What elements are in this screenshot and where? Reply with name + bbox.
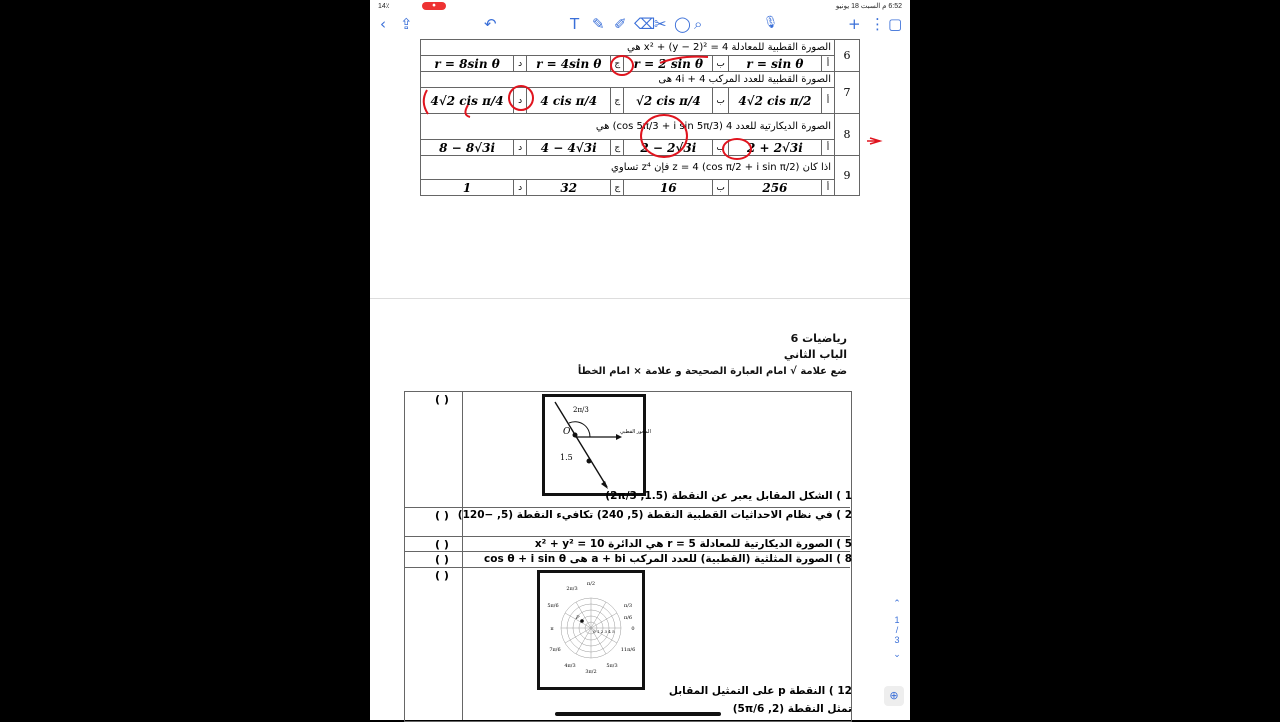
option-value: r = 2 sin θ	[624, 56, 713, 72]
option-letter: د	[514, 180, 527, 196]
option-letter: ج	[611, 180, 624, 196]
zoom-icon[interactable]: ⊕	[884, 686, 904, 706]
polar-axis-label: المحور القطبي	[620, 429, 651, 435]
statement-1: 1 ) الشكل المقابل يعبر عن النقطة (1.5, 2π/3)	[605, 490, 852, 502]
question-8-text: الصورة الديكارتية للعدد 4 (cos 5π/3 + i sin 5π/3) هي	[421, 114, 835, 140]
answer-blank[interactable]: ( )	[435, 509, 449, 522]
angle-tick: 2π/3	[566, 586, 578, 592]
add-icon[interactable]: +	[848, 15, 861, 33]
zoom-tool-icon[interactable]: ⌕	[694, 15, 703, 33]
more-icon[interactable]: ⋮	[870, 15, 885, 33]
option-letter: ب	[713, 88, 728, 114]
shapes-icon[interactable]: ◯	[674, 15, 691, 33]
statement-8: 8 ) الصورة المثلثية (القطبية) للعدد المركب a + bi هى cos θ + i sin θ	[484, 553, 852, 565]
option-value: r = 8sin θ	[421, 56, 514, 72]
text-tool-icon[interactable]: T	[570, 15, 580, 33]
lasso-icon[interactable]: ✂	[654, 15, 667, 33]
option-value: r = sin θ	[728, 56, 821, 72]
question-number: 8	[835, 114, 860, 156]
polar-grid-diagram	[540, 573, 642, 687]
current-page: 1	[894, 615, 900, 625]
option-value: 256	[728, 180, 821, 196]
page-down-icon[interactable]: ⌄	[893, 649, 901, 659]
column-divider	[462, 391, 463, 720]
option-letter: أ	[822, 140, 835, 156]
record-indicator: ⏺	[422, 2, 446, 10]
angle-tick: 11π/6	[620, 647, 636, 653]
option-letter: ج	[611, 88, 624, 114]
option-letter: ج	[611, 140, 624, 156]
document-viewer	[370, 0, 910, 720]
option-value: 4√2 cis π/2	[728, 88, 821, 114]
question-number: 9	[835, 156, 860, 196]
option-letter: أ	[822, 56, 835, 72]
distance-label: 1.5	[560, 453, 573, 462]
option-letter: ج	[611, 56, 624, 72]
answer-blank[interactable]: ( )	[435, 538, 449, 551]
home-indicator[interactable]	[555, 712, 721, 716]
ring-labels: 0 1 2 3 4 5	[593, 629, 615, 634]
angle-tick: 7π/6	[549, 647, 561, 653]
pen-tool-icon[interactable]: ✎	[592, 15, 605, 33]
polar-grid-figure	[537, 570, 645, 690]
option-value: 2 − 2√3i	[624, 140, 713, 156]
polar-point-figure	[542, 394, 651, 496]
option-value: 4√2 cis π/4	[421, 88, 514, 114]
option-letter: أ	[822, 180, 835, 196]
option-letter: ب	[713, 140, 728, 156]
angle-tick: π/2	[586, 581, 596, 587]
option-value: 4 cis π/4	[527, 88, 611, 114]
pages-icon[interactable]: ▢	[888, 15, 903, 33]
angle-tick: π/3	[623, 603, 633, 609]
page-title: رياضيات 6	[790, 332, 847, 345]
statement-5: 5 ) الصورة الديكارتية للمعادلة r = 5 هي الدائرة x² + y² = 10	[534, 538, 852, 550]
option-letter: ب	[713, 56, 728, 72]
row-divider	[404, 551, 850, 552]
battery-indicator: 14٪	[378, 3, 390, 10]
page-navigator	[884, 598, 910, 660]
undo-icon[interactable]: ↶	[484, 15, 497, 33]
angle-tick: π	[550, 626, 554, 632]
option-value: 1	[421, 180, 514, 196]
statement-2: 2 ) في نظام الاحداثيات القطبية النقطة (5, 240) تكافيء النقطة (5, −120)	[457, 509, 852, 521]
mic-icon[interactable]: 🎙	[763, 15, 779, 29]
answer-blank[interactable]: ( )	[435, 393, 449, 406]
question-number: 7	[835, 72, 860, 114]
page-separator: /	[895, 625, 899, 635]
option-letter: د	[514, 56, 527, 72]
ink-strokes	[370, 0, 910, 200]
instruction-text: ضع علامة √ امام العبارة الصحيحة و علامة × امام الخطأ	[577, 366, 847, 377]
option-letter: أ	[822, 88, 835, 114]
chapter-title: الباب الثاني	[783, 348, 847, 361]
polar-point-diagram	[545, 397, 651, 493]
row-divider	[404, 567, 850, 568]
row-divider	[404, 507, 850, 508]
page-divider	[370, 298, 910, 299]
option-letter: د	[514, 140, 527, 156]
question-7-text: الصورة القطبية للعدد المركب 4 + 4i هى	[421, 72, 835, 88]
option-value: r = 4sin θ	[527, 56, 611, 72]
option-value: 16	[624, 180, 713, 196]
angle-tick: π/6	[623, 615, 633, 621]
option-letter: ب	[713, 180, 728, 196]
share-icon[interactable]: ⇪	[400, 15, 413, 33]
option-value: 8 − 8√3i	[421, 140, 514, 156]
angle-tick: 0	[631, 626, 635, 632]
angle-tick: 4π/3	[564, 663, 576, 669]
statement-12-cont: تمثل النقطة (2, 5π/6)	[732, 703, 852, 715]
angle-tick: 3π/2	[585, 669, 597, 675]
option-value: 4 − 4√3i	[527, 140, 611, 156]
angle-label: 2π/3	[573, 406, 589, 414]
answer-blank[interactable]: ( )	[435, 553, 449, 566]
angle-tick: 5π/3	[606, 663, 618, 669]
answer-blank[interactable]: ( )	[435, 569, 449, 582]
question-6-text: الصورة القطبية للمعادلة x² + (y − 2)² = 4 هي	[421, 40, 835, 56]
question-number: 6	[835, 40, 860, 72]
option-value: √2 cis π/4	[624, 88, 713, 114]
origin-label: O	[563, 427, 571, 437]
option-value: 2 + 2√3i	[728, 140, 821, 156]
eraser-icon[interactable]: ⌫	[634, 15, 656, 33]
option-value: 32	[527, 180, 611, 196]
page-up-icon[interactable]: ⌃	[893, 598, 901, 608]
back-icon[interactable]: ‹	[380, 15, 386, 33]
highlighter-icon[interactable]: ✐	[614, 15, 627, 33]
option-letter: د	[514, 88, 527, 114]
question-9-text: اذا كان z = 4 (cos π/2 + i sin π/2) فإن z⁴ تساوي	[421, 156, 835, 180]
point-p-label: P	[576, 615, 580, 621]
row-divider	[404, 536, 850, 537]
total-pages: 3	[894, 635, 900, 645]
angle-tick: 5π/6	[547, 603, 559, 609]
clock-date: 6:52 م السبت 18 يونيو	[835, 3, 902, 10]
statement-12: 12 ) النقطة p على التمثيل المقابل	[668, 685, 852, 697]
